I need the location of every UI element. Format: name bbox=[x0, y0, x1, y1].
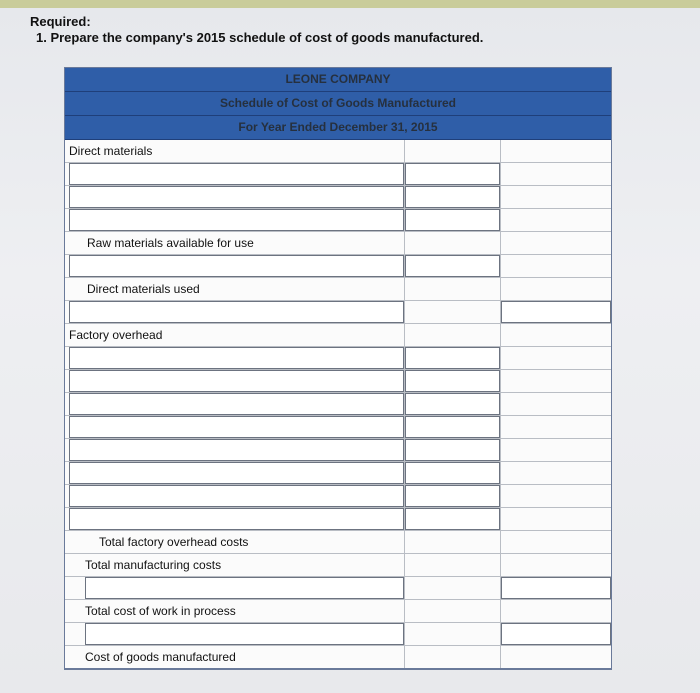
amount-input[interactable] bbox=[405, 439, 500, 461]
table-row bbox=[65, 485, 611, 508]
amount-input[interactable] bbox=[405, 393, 500, 415]
direct-materials-label: Direct materials bbox=[65, 140, 405, 162]
table-row bbox=[65, 393, 611, 416]
amount-input[interactable] bbox=[405, 508, 500, 530]
row-raw-available bbox=[65, 232, 611, 255]
row-total-mfg bbox=[65, 554, 611, 577]
raw-available-label: Raw materials available for use bbox=[65, 232, 405, 254]
amount-input[interactable] bbox=[405, 209, 500, 231]
label-input[interactable] bbox=[69, 370, 404, 392]
table-row bbox=[65, 370, 611, 393]
table-row bbox=[65, 209, 611, 232]
table-row bbox=[65, 416, 611, 439]
row-factory-overhead bbox=[65, 324, 611, 347]
total-input[interactable] bbox=[501, 623, 611, 645]
total-input[interactable] bbox=[501, 577, 611, 599]
table-row bbox=[65, 255, 611, 278]
amount-input[interactable] bbox=[405, 370, 500, 392]
total-overhead-label: Total factory overhead costs bbox=[65, 531, 405, 553]
label-input[interactable] bbox=[69, 416, 404, 438]
row-direct-materials bbox=[65, 140, 611, 163]
row-total-wip bbox=[65, 600, 611, 623]
schedule-period: For Year Ended December 31, 2015 bbox=[65, 116, 611, 140]
amount-input[interactable] bbox=[405, 186, 500, 208]
label-input[interactable] bbox=[69, 163, 404, 185]
table-row bbox=[65, 186, 611, 209]
table-row bbox=[65, 301, 611, 324]
question-text: 1. Prepare the company's 2015 schedule of cost of goods manufactured. bbox=[36, 30, 484, 45]
table-row bbox=[65, 623, 611, 646]
factory-overhead-label: Factory overhead bbox=[65, 324, 405, 346]
amount-input[interactable] bbox=[405, 485, 500, 507]
table-row bbox=[65, 163, 611, 186]
amount-input[interactable] bbox=[405, 416, 500, 438]
amount-input[interactable] bbox=[405, 347, 500, 369]
table-row bbox=[65, 462, 611, 485]
top-strip bbox=[0, 0, 700, 8]
label-input[interactable] bbox=[69, 462, 404, 484]
cogm-schedule bbox=[64, 67, 612, 670]
label-input[interactable] bbox=[69, 186, 404, 208]
label-input[interactable] bbox=[69, 393, 404, 415]
label-input[interactable] bbox=[69, 485, 404, 507]
label-input[interactable] bbox=[69, 508, 404, 530]
row-total-overhead bbox=[65, 531, 611, 554]
company-name: LEONE COMPANY bbox=[65, 68, 611, 92]
schedule-title: Schedule of Cost of Goods Manufactured bbox=[65, 92, 611, 116]
amount-input[interactable] bbox=[405, 255, 500, 277]
table-row bbox=[65, 577, 611, 600]
total-wip-label: Total cost of work in process bbox=[65, 600, 405, 622]
label-input[interactable] bbox=[69, 255, 404, 277]
cogm-label: Cost of goods manufactured bbox=[65, 646, 405, 668]
instructions bbox=[30, 14, 483, 46]
label-input[interactable] bbox=[85, 577, 404, 599]
amount-input[interactable] bbox=[405, 163, 500, 185]
amount-input[interactable] bbox=[405, 462, 500, 484]
label-input[interactable] bbox=[69, 439, 404, 461]
row-cogm bbox=[65, 646, 611, 669]
required-label: Required: bbox=[30, 14, 91, 29]
table-row bbox=[65, 508, 611, 531]
row-dm-used bbox=[65, 278, 611, 301]
total-input[interactable] bbox=[501, 301, 611, 323]
label-input[interactable] bbox=[69, 347, 404, 369]
label-input[interactable] bbox=[69, 209, 404, 231]
label-input[interactable] bbox=[85, 623, 404, 645]
dm-used-label: Direct materials used bbox=[65, 278, 405, 300]
label-input[interactable] bbox=[69, 301, 404, 323]
table-row bbox=[65, 347, 611, 370]
table-row bbox=[65, 439, 611, 462]
total-mfg-label: Total manufacturing costs bbox=[65, 554, 405, 576]
